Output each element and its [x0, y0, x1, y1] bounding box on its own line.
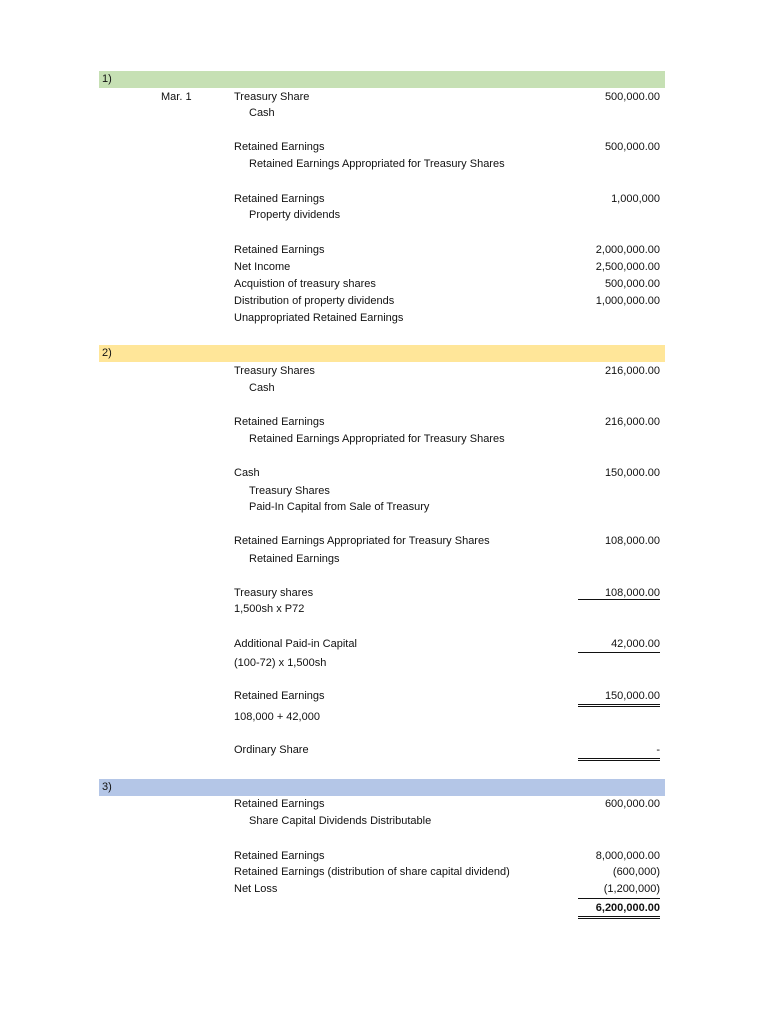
entry-date: Mar. 1 — [161, 91, 192, 103]
s1-sched-label-1: Net Income — [234, 261, 291, 273]
s2-c2-amount: 42,000.00 — [611, 638, 660, 650]
s1-sched-amount-1: 2,500,000.00 — [595, 261, 660, 273]
s2-c1-note: 1,500sh x P72 — [234, 603, 305, 615]
s2-e3-credit-1: Treasury Shares — [249, 485, 330, 497]
s2-c2-note: (100-72) x 1,500sh — [234, 657, 327, 669]
s3-total-double-underline — [578, 916, 660, 919]
s2-e1-amount: 216,000.00 — [604, 365, 660, 377]
s3-sched-amount-2: (1,200,000) — [603, 883, 660, 895]
s3-sched-label-0: Retained Earnings — [234, 850, 325, 862]
s1-e1-amount: 500,000.00 — [604, 91, 660, 103]
s2-e4-credit: Retained Earnings — [249, 553, 340, 565]
section-1-bar — [99, 71, 665, 88]
s3-sched-label-1: Retained Earnings (distribution of share capital dividend) — [234, 866, 510, 878]
s2-e1-credit: Cash — [249, 382, 275, 394]
s1-sched-amount-0: 2,000,000.00 — [595, 244, 660, 256]
s2-e2-credit: Retained Earnings Appropriated for Treasury Shares — [249, 433, 505, 445]
s1-e1-credit: Cash — [249, 107, 275, 119]
s1-e2-debit: Retained Earnings — [234, 141, 325, 153]
s3-e1-debit: Retained Earnings — [234, 798, 325, 810]
section-1-label-text: 1) — [102, 73, 112, 85]
s2-c1-amount: 108,000.00 — [604, 587, 660, 599]
s1-e3-credit: Property dividends — [249, 209, 341, 221]
s2-c4-double-underline — [578, 758, 660, 761]
s1-sched-label-4: Unappropriated Retained Earnings — [234, 312, 404, 324]
s3-sched-amount-1: (600,000) — [612, 866, 660, 878]
s1-sched-amount-2: 500,000.00 — [604, 278, 660, 290]
s2-c3-note: 108,000 + 42,000 — [234, 711, 320, 723]
s1-e2-amount: 500,000.00 — [604, 141, 660, 153]
s1-e3-debit: Retained Earnings — [234, 193, 325, 205]
s2-e3-credit-2: Paid-In Capital from Sale of Treasury — [249, 501, 430, 513]
s1-sched-label-3: Distribution of property dividends — [234, 295, 395, 307]
s1-e2-credit: Retained Earnings Appropriated for Treasury Shares — [249, 158, 505, 170]
s2-c4-amount: - — [656, 744, 660, 756]
section-2-bar — [99, 345, 665, 362]
s1-sched-label-0: Retained Earnings — [234, 244, 325, 256]
s2-c3-double-underline — [578, 704, 660, 707]
s2-e4-amount: 108,000.00 — [604, 535, 660, 547]
s2-c1-label: Treasury shares — [234, 587, 314, 599]
s2-e1-debit: Treasury Shares — [234, 365, 315, 377]
s1-sched-label-2: Acquistion of treasury shares — [234, 278, 376, 290]
s2-e2-debit: Retained Earnings — [234, 416, 325, 428]
s3-e1-credit: Share Capital Dividends Distributable — [249, 815, 432, 827]
s2-e2-amount: 216,000.00 — [604, 416, 660, 428]
s2-e4-debit: Retained Earnings Appropriated for Treasury Shares — [234, 535, 490, 547]
s3-total-amount: 6,200,000.00 — [595, 902, 660, 914]
s2-e3-debit: Cash — [234, 467, 260, 479]
s2-c2-label: Additional Paid-in Capital — [234, 638, 357, 650]
section-2-label: 2) — [102, 347, 112, 359]
s2-c2-underline — [578, 652, 660, 653]
s3-total-top-rule — [578, 898, 660, 899]
s1-e3-amount: 1,000,000 — [611, 193, 660, 205]
s2-c3-amount: 150,000.00 — [604, 690, 660, 702]
section-3-bar — [99, 779, 665, 796]
s1-sched-amount-3: 1,000,000.00 — [595, 295, 660, 307]
s2-e3-amount: 150,000.00 — [604, 467, 660, 479]
s1-e1-debit: Treasury Share — [234, 91, 310, 103]
s2-c1-underline — [578, 599, 660, 600]
s2-c3-label: Retained Earnings — [234, 690, 325, 702]
section-3-label: 3) — [102, 781, 112, 793]
s2-c4-label: Ordinary Share — [234, 744, 309, 756]
s3-sched-amount-0: 8,000,000.00 — [595, 850, 660, 862]
s3-sched-label-2: Net Loss — [234, 883, 278, 895]
s3-e1-amount: 600,000.00 — [604, 798, 660, 810]
